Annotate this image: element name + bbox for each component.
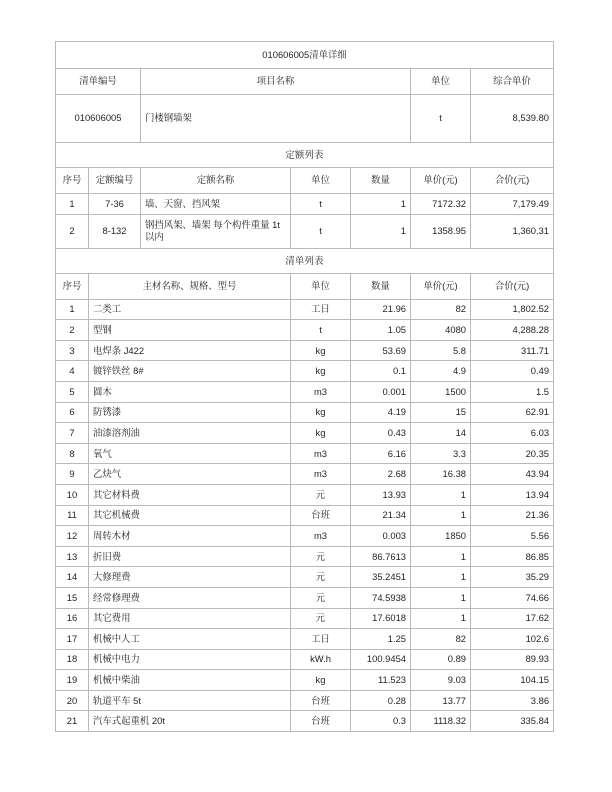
quota-header-4: 数量	[351, 168, 411, 194]
bill-no: 7	[56, 423, 89, 444]
bill-no: 9	[56, 464, 89, 485]
bill-no: 1	[56, 299, 89, 320]
bill-unit: 元	[291, 484, 351, 505]
bill-unit: 工日	[291, 629, 351, 650]
bill-no: 15	[56, 587, 89, 608]
bill-no: 12	[56, 526, 89, 547]
bill-unit: kg	[291, 670, 351, 691]
bill-header-2: 单位	[291, 273, 351, 299]
bill-material-name: 防锈漆	[89, 402, 291, 423]
quota-row	[56, 194, 554, 215]
bill-row	[56, 608, 554, 629]
bill-qty: 11.523	[351, 670, 411, 691]
summary-code: 010606005	[56, 95, 141, 143]
quota-header-1: 定额编号	[89, 168, 141, 194]
bill-section-title-row	[56, 248, 554, 273]
bill-no: 17	[56, 629, 89, 650]
quota-row	[56, 214, 554, 248]
bill-unit: 台班	[291, 690, 351, 711]
bill-unit: m3	[291, 464, 351, 485]
bill-material-name: 周转木材	[89, 526, 291, 547]
bill-qty: 13.93	[351, 484, 411, 505]
bill-no: 5	[56, 381, 89, 402]
bill-qty: 0.3	[351, 711, 411, 732]
bill-no: 20	[56, 690, 89, 711]
bill-material-name: 大修理费	[89, 567, 291, 588]
bill-unit: kg	[291, 361, 351, 382]
bill-amount: 17.62	[471, 608, 554, 629]
bill-row	[56, 320, 554, 341]
bill-row	[56, 649, 554, 670]
bill-material-name: 乙炔气	[89, 464, 291, 485]
quota-code: 7-36	[89, 194, 141, 215]
quota-header-row	[56, 168, 554, 194]
bill-section-title: 清单列表	[56, 248, 554, 273]
bill-price: 1118.32	[411, 711, 471, 732]
bill-material-name: 其它机械费	[89, 505, 291, 526]
bill-amount: 74.66	[471, 587, 554, 608]
summary-unit: t	[411, 95, 471, 143]
bill-unit: 元	[291, 546, 351, 567]
bill-amount: 3.86	[471, 690, 554, 711]
bill-material-name: 机械中电力	[89, 649, 291, 670]
bill-qty: 0.43	[351, 423, 411, 444]
bill-material-name: 圆木	[89, 381, 291, 402]
bill-price: 15	[411, 402, 471, 423]
summary-header-row	[56, 69, 554, 95]
bill-qty: 0.1	[351, 361, 411, 382]
bill-row	[56, 340, 554, 361]
bill-qty: 0.28	[351, 690, 411, 711]
bill-amount: 13.94	[471, 484, 554, 505]
bill-unit: m3	[291, 443, 351, 464]
bill-material-name: 经常修理费	[89, 587, 291, 608]
bill-price: 1	[411, 608, 471, 629]
quota-amount: 7,179.49	[471, 194, 554, 215]
bill-amount: 311.71	[471, 340, 554, 361]
bill-amount: 21.36	[471, 505, 554, 526]
summary-data-row	[56, 95, 554, 143]
bill-row	[56, 629, 554, 650]
quota-code: 8-132	[89, 214, 141, 248]
bill-material-name: 型钢	[89, 320, 291, 341]
bill-qty: 74.5938	[351, 587, 411, 608]
bill-material-name: 其它费用	[89, 608, 291, 629]
bill-price: 14	[411, 423, 471, 444]
bill-material-name: 氧气	[89, 443, 291, 464]
bill-row	[56, 505, 554, 526]
bill-unit: 台班	[291, 505, 351, 526]
bill-no: 21	[56, 711, 89, 732]
quota-section-title-row	[56, 143, 554, 168]
bill-price: 1	[411, 546, 471, 567]
bill-amount: 335.84	[471, 711, 554, 732]
bill-material-name: 电焊条 J422	[89, 340, 291, 361]
bill-amount: 104.15	[471, 670, 554, 691]
bill-material-name: 轨道平车 5t	[89, 690, 291, 711]
bill-unit: m3	[291, 526, 351, 547]
bill-qty: 35.2451	[351, 567, 411, 588]
bill-row	[56, 587, 554, 608]
bill-row	[56, 484, 554, 505]
bill-header-1: 主材名称、规格、型号	[89, 273, 291, 299]
bill-price: 4.9	[411, 361, 471, 382]
summary-unit-price: 8,539.80	[471, 95, 554, 143]
bill-header-0: 序号	[56, 273, 89, 299]
bill-row	[56, 423, 554, 444]
bill-unit: kg	[291, 423, 351, 444]
bill-amount: 35.29	[471, 567, 554, 588]
bill-row	[56, 299, 554, 320]
bill-row	[56, 690, 554, 711]
bill-material-name: 其它材料费	[89, 484, 291, 505]
bill-unit: m3	[291, 381, 351, 402]
bill-no: 2	[56, 320, 89, 341]
bill-price: 5.8	[411, 340, 471, 361]
bill-row	[56, 464, 554, 485]
bill-unit: kg	[291, 402, 351, 423]
bill-row	[56, 443, 554, 464]
summary-header-name: 项目名称	[141, 69, 411, 95]
bill-amount: 89.93	[471, 649, 554, 670]
summary-header-code: 清单编号	[56, 69, 141, 95]
bill-no: 4	[56, 361, 89, 382]
bill-price: 1500	[411, 381, 471, 402]
bill-price: 1	[411, 505, 471, 526]
bill-material-name: 二类工	[89, 299, 291, 320]
bill-price: 1	[411, 587, 471, 608]
bill-no: 3	[56, 340, 89, 361]
bill-row	[56, 711, 554, 732]
bill-unit: 台班	[291, 711, 351, 732]
bill-header-4: 单价(元)	[411, 273, 471, 299]
bill-row	[56, 402, 554, 423]
bill-price: 1	[411, 484, 471, 505]
bill-unit: 元	[291, 608, 351, 629]
bill-no: 6	[56, 402, 89, 423]
quota-no: 1	[56, 194, 89, 215]
bill-no: 16	[56, 608, 89, 629]
page-title: 010606005清单详细	[56, 42, 554, 69]
bill-amount: 20.35	[471, 443, 554, 464]
bill-material-name: 镀锌铁丝 8#	[89, 361, 291, 382]
bill-qty: 100.9454	[351, 649, 411, 670]
bill-amount: 5.56	[471, 526, 554, 547]
bill-price: 1	[411, 567, 471, 588]
bill-material-name: 汽车式起重机 20t	[89, 711, 291, 732]
bill-price: 13.77	[411, 690, 471, 711]
quota-name: 钢挡风架、墙架 每个构件重量 1t以内	[141, 214, 291, 248]
bill-amount: 0.49	[471, 361, 554, 382]
bill-row	[56, 526, 554, 547]
quota-header-6: 合价(元)	[471, 168, 554, 194]
quota-price: 7172.32	[411, 194, 471, 215]
bill-no: 14	[56, 567, 89, 588]
quota-header-2: 定额名称	[141, 168, 291, 194]
bill-qty: 86.7613	[351, 546, 411, 567]
bill-no: 19	[56, 670, 89, 691]
quota-header-0: 序号	[56, 168, 89, 194]
bill-qty: 1.25	[351, 629, 411, 650]
bill-qty: 21.96	[351, 299, 411, 320]
quota-qty: 1	[351, 214, 411, 248]
bill-amount: 1.5	[471, 381, 554, 402]
bill-qty: 4.19	[351, 402, 411, 423]
bill-material-name: 折旧费	[89, 546, 291, 567]
bill-amount: 102.6	[471, 629, 554, 650]
bill-header-5: 合价(元)	[471, 273, 554, 299]
summary-header-price: 综合单价	[471, 69, 554, 95]
bill-amount: 4,288.28	[471, 320, 554, 341]
bill-row	[56, 670, 554, 691]
bill-price: 82	[411, 629, 471, 650]
quota-section-title: 定额列表	[56, 143, 554, 168]
bill-price: 1850	[411, 526, 471, 547]
bill-qty: 21.34	[351, 505, 411, 526]
bill-material-name: 机械中柴油	[89, 670, 291, 691]
bill-no: 13	[56, 546, 89, 567]
summary-item-name: 门楼钢墙架	[141, 95, 411, 143]
bill-qty: 1.05	[351, 320, 411, 341]
bill-price: 9.03	[411, 670, 471, 691]
bill-material-name: 机械中人工	[89, 629, 291, 650]
bill-no: 18	[56, 649, 89, 670]
summary-header-unit: 单位	[411, 69, 471, 95]
bill-material-name: 油漆溶剂油	[89, 423, 291, 444]
document-title-row	[56, 42, 554, 69]
bill-unit: 元	[291, 567, 351, 588]
quota-no: 2	[56, 214, 89, 248]
bill-unit: 元	[291, 587, 351, 608]
bill-price: 82	[411, 299, 471, 320]
bill-unit: kW.h	[291, 649, 351, 670]
quota-name: 墙、天窗、挡风架	[141, 194, 291, 215]
quota-header-5: 单价(元)	[411, 168, 471, 194]
bill-unit: t	[291, 320, 351, 341]
bill-no: 11	[56, 505, 89, 526]
bill-qty: 0.001	[351, 381, 411, 402]
quota-price: 1358.95	[411, 214, 471, 248]
bill-amount: 62.91	[471, 402, 554, 423]
bill-price: 16.38	[411, 464, 471, 485]
bill-amount: 86.85	[471, 546, 554, 567]
quota-qty: 1	[351, 194, 411, 215]
bill-unit: kg	[291, 340, 351, 361]
bill-qty: 53.69	[351, 340, 411, 361]
bill-unit: 工日	[291, 299, 351, 320]
detail-table	[55, 41, 554, 732]
bill-qty: 2.68	[351, 464, 411, 485]
bill-header-row	[56, 273, 554, 299]
bill-row	[56, 381, 554, 402]
bill-no: 10	[56, 484, 89, 505]
bill-qty: 6.16	[351, 443, 411, 464]
bill-row	[56, 361, 554, 382]
bill-no: 8	[56, 443, 89, 464]
bill-row	[56, 546, 554, 567]
bill-amount: 1,802.52	[471, 299, 554, 320]
bill-price: 0.89	[411, 649, 471, 670]
quota-header-3: 单位	[291, 168, 351, 194]
quota-unit: t	[291, 194, 351, 215]
bill-qty: 0.003	[351, 526, 411, 547]
bill-row	[56, 567, 554, 588]
bill-price: 4080	[411, 320, 471, 341]
bill-price: 3.3	[411, 443, 471, 464]
detail-table-body	[56, 42, 554, 732]
bill-amount: 6.03	[471, 423, 554, 444]
quota-unit: t	[291, 214, 351, 248]
bill-header-3: 数量	[351, 273, 411, 299]
bill-qty: 17.6018	[351, 608, 411, 629]
bill-amount: 43.94	[471, 464, 554, 485]
quota-amount: 1,360.31	[471, 214, 554, 248]
